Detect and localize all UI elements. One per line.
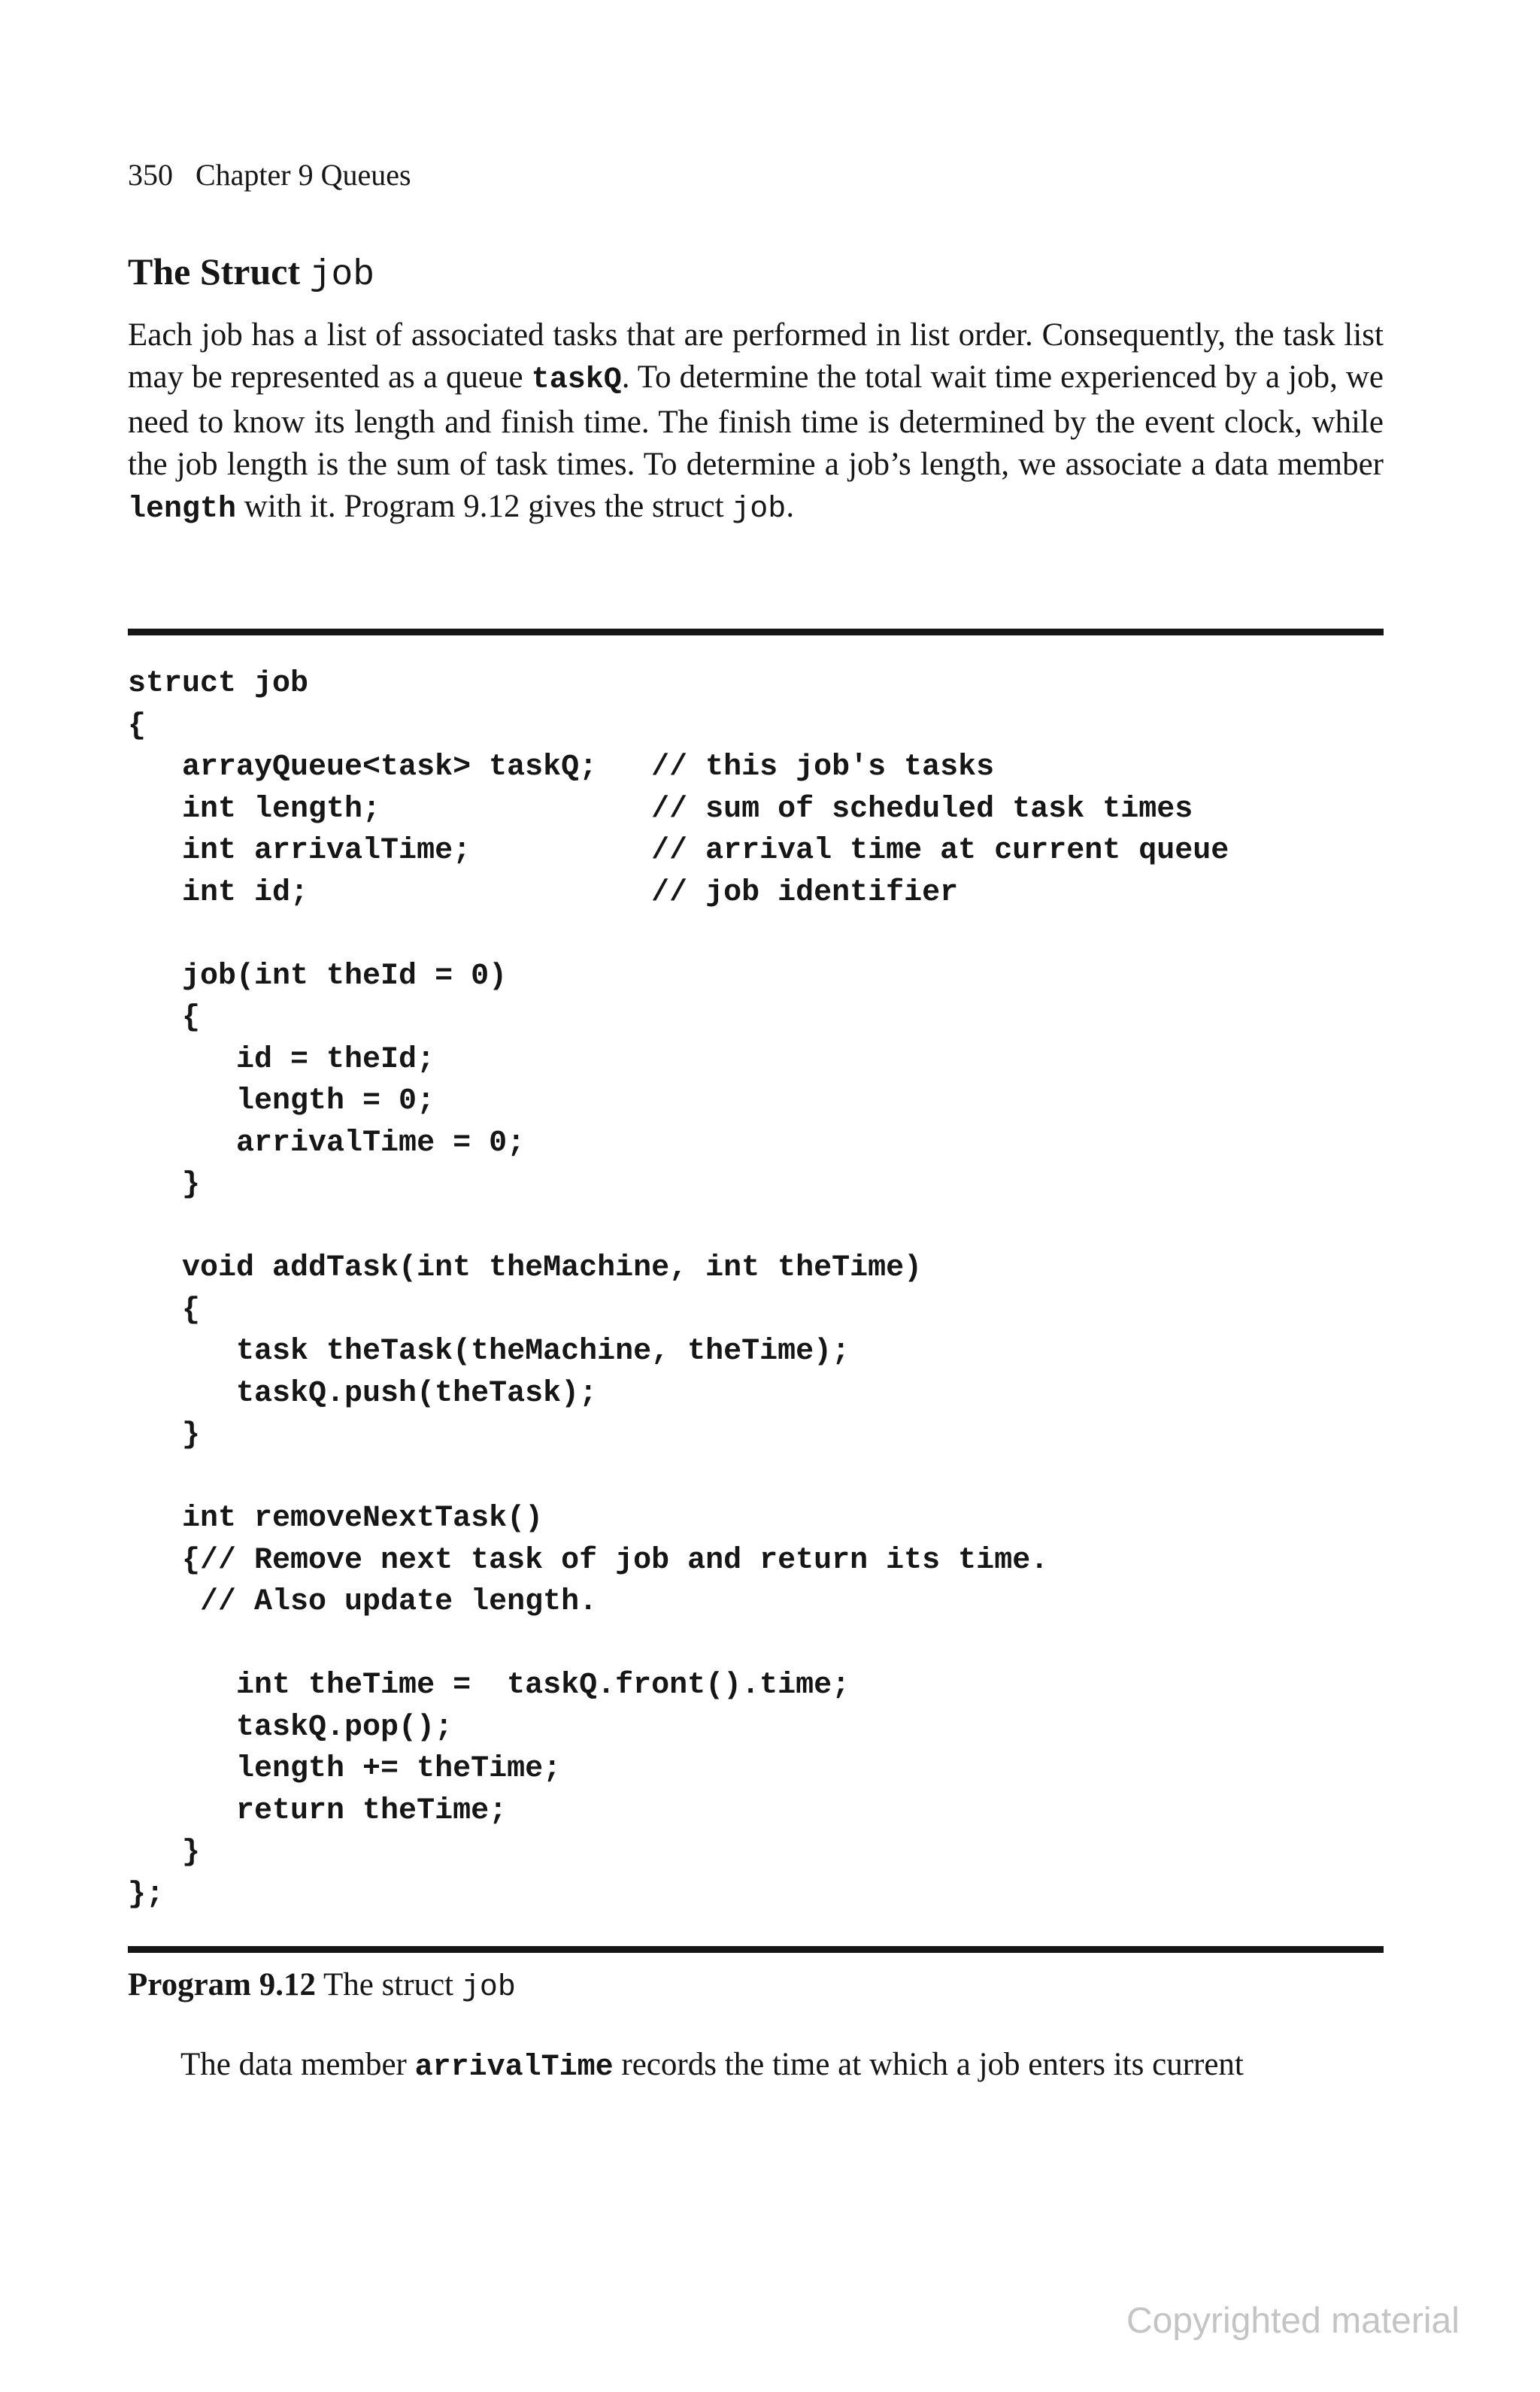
code-line: taskQ.push(theTask);	[128, 1376, 598, 1411]
inline-code-job: job	[732, 493, 787, 526]
code-line: }	[128, 1168, 201, 1202]
section-title	[128, 245, 374, 302]
code-line: {	[128, 1001, 201, 1035]
chapter-title: Chapter 9 Queues	[196, 158, 411, 192]
paragraph-text-2: . To determine the total wait time experienced by a job, we need to know its length and finish time. The finish time is determined by the event clock, while the job length is the sum of task times. To determine a job’s length, we associate a data member	[128, 359, 1384, 482]
code-line: struct job	[128, 667, 309, 701]
caption-code: job	[461, 1971, 516, 2005]
code-line: {// Remove next task of job and return its time.	[128, 1543, 1049, 1578]
section-title-code: job	[309, 255, 375, 296]
copyright-watermark: Copyrighted material	[1126, 2301, 1460, 2341]
code-line: int id; // job identifier	[128, 875, 959, 910]
code-line: int arrivalTime; // arrival time at current queue	[128, 834, 1229, 868]
code-line: task theTask(theMachine, theTime);	[128, 1335, 850, 1369]
paragraph-text-4: .	[786, 489, 795, 524]
body-paragraph	[180, 2042, 1384, 2090]
code-line: // Also update length.	[128, 1585, 598, 1619]
paragraph-text-3: with it. Program 9.12 gives the struct	[244, 489, 724, 524]
page-number: 350	[128, 158, 173, 192]
inline-code-taskq: taskQ	[531, 363, 622, 397]
inline-code-length: length	[128, 493, 237, 526]
code-line: void addTask(int theMachine, int theTime)	[128, 1251, 923, 1285]
inline-code-arrivaltime: arrivalTime	[414, 2051, 614, 2084]
caption-label: Program 9.12	[128, 1967, 316, 2002]
code-line: arrayQueue<task> taskQ; // this job's tasks	[128, 750, 995, 784]
code-listing	[128, 663, 1384, 1915]
code-line: {	[128, 1293, 201, 1327]
running-head	[128, 154, 411, 196]
code-line	[128, 1623, 1384, 1666]
program-top-rule	[128, 629, 1384, 635]
code-line	[128, 914, 1384, 956]
code-line: };	[128, 1877, 165, 1911]
body-text-1: The data member	[180, 2047, 407, 2082]
program-caption	[128, 1963, 516, 2011]
code-line	[128, 1206, 1384, 1248]
paragraph-text-1: Each job has a list of associated tasks that are performed in list order. Consequently, the task list may be represented as a queue	[128, 317, 1384, 395]
body-text-2: records the time at which a job enters its current	[621, 2047, 1244, 2082]
code-line: int length; // sum of scheduled task times	[128, 792, 1193, 826]
code-line: int theTime = taskQ.front().time;	[128, 1669, 850, 1702]
code-line: arrivalTime = 0;	[128, 1126, 526, 1160]
code-line: }	[128, 1418, 201, 1452]
code-line	[128, 1457, 1384, 1499]
code-line: id = theId;	[128, 1042, 435, 1077]
intro-paragraph	[128, 314, 1384, 531]
code-line: length = 0;	[128, 1084, 435, 1118]
section-title-text: The Struct	[128, 250, 301, 293]
code-line: taskQ.pop();	[128, 1710, 453, 1745]
code-line: }	[128, 1836, 201, 1869]
program-bottom-rule	[128, 1946, 1384, 1953]
caption-text: The struct	[323, 1967, 454, 2002]
code-line: job(int theId = 0)	[128, 959, 508, 993]
code-line: {	[128, 708, 147, 743]
code-line: length += theTime;	[128, 1752, 562, 1786]
code-line: return theTime;	[128, 1793, 508, 1828]
code-line: int removeNextTask()	[128, 1502, 544, 1536]
